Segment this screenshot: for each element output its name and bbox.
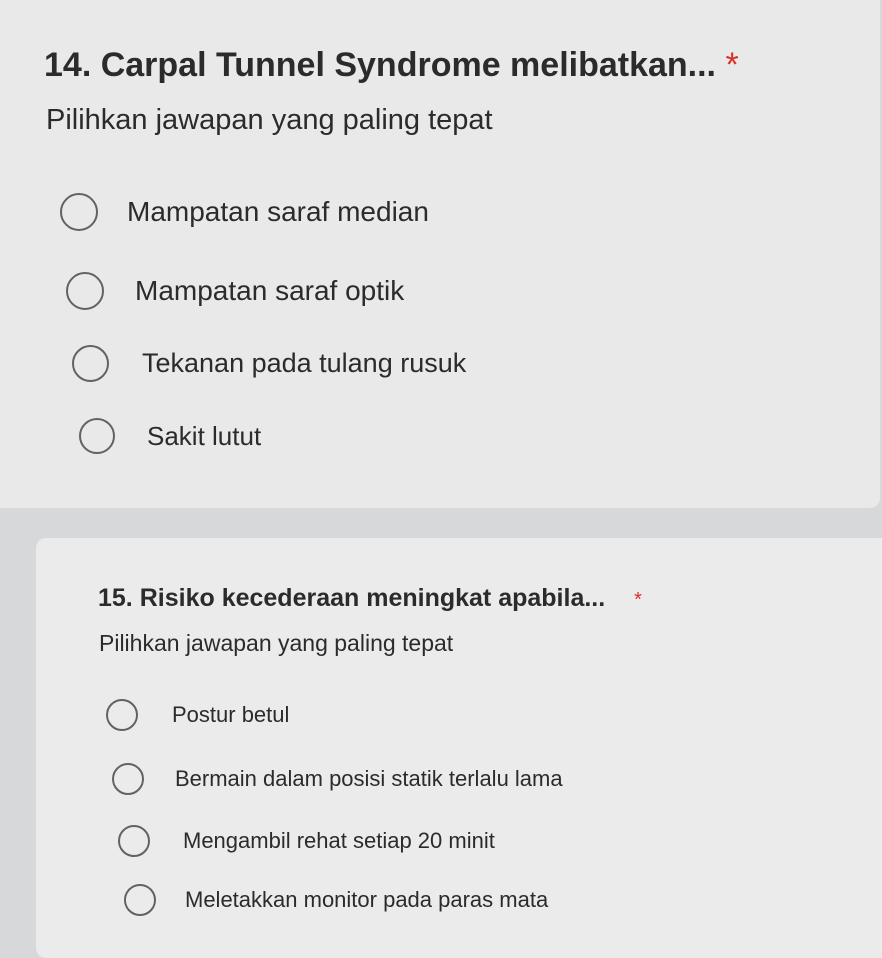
option-label: Tekanan pada tulang rusuk	[142, 348, 467, 378]
question-title	[44, 46, 739, 85]
required-asterisk: *	[634, 589, 642, 611]
option-label: Bermain dalam posisi statik terlalu lama	[175, 766, 563, 791]
radio-unchecked-icon[interactable]	[79, 418, 115, 454]
option-label: Meletakkan monitor pada paras mata	[185, 887, 549, 912]
question-number: 15.	[98, 584, 133, 612]
option-meletakkan-monitor[interactable]	[124, 884, 548, 916]
option-mampatan-saraf-optik[interactable]	[66, 272, 404, 310]
option-postur-betul[interactable]	[106, 699, 289, 731]
radio-unchecked-icon[interactable]	[66, 272, 104, 310]
option-tekanan-pada-tulang-rusuk[interactable]	[72, 345, 466, 382]
question-hint: Pilihkan jawapan yang paling tepat	[99, 630, 454, 656]
question-text: Carpal Tunnel Syndrome melibatkan...	[100, 46, 717, 84]
option-label: Postur betul	[172, 702, 290, 727]
option-label: Mampatan saraf optik	[135, 275, 405, 306]
radio-unchecked-icon[interactable]	[106, 699, 138, 731]
radio-unchecked-icon[interactable]	[124, 884, 156, 916]
option-bermain-dalam-posisi-statik[interactable]	[112, 763, 563, 795]
question-number: 14.	[44, 46, 92, 84]
radio-unchecked-icon[interactable]	[118, 825, 150, 857]
option-label: Mampatan saraf median	[127, 196, 429, 227]
question-title	[98, 584, 642, 613]
radio-unchecked-icon[interactable]	[60, 193, 98, 231]
radio-unchecked-icon[interactable]	[72, 345, 109, 382]
option-mengambil-rehat[interactable]	[118, 825, 495, 857]
option-sakit-lutut[interactable]	[79, 418, 261, 454]
question-hint: Pilihkan jawapan yang paling tepat	[46, 104, 493, 136]
option-label: Sakit lutut	[147, 420, 262, 451]
option-mampatan-saraf-median[interactable]	[60, 193, 429, 231]
question-text: Risiko kecederaan meningkat apabila...	[139, 584, 606, 612]
option-label: Mengambil rehat setiap 20 minit	[183, 828, 495, 853]
radio-unchecked-icon[interactable]	[112, 763, 144, 795]
required-asterisk: *	[725, 46, 739, 84]
